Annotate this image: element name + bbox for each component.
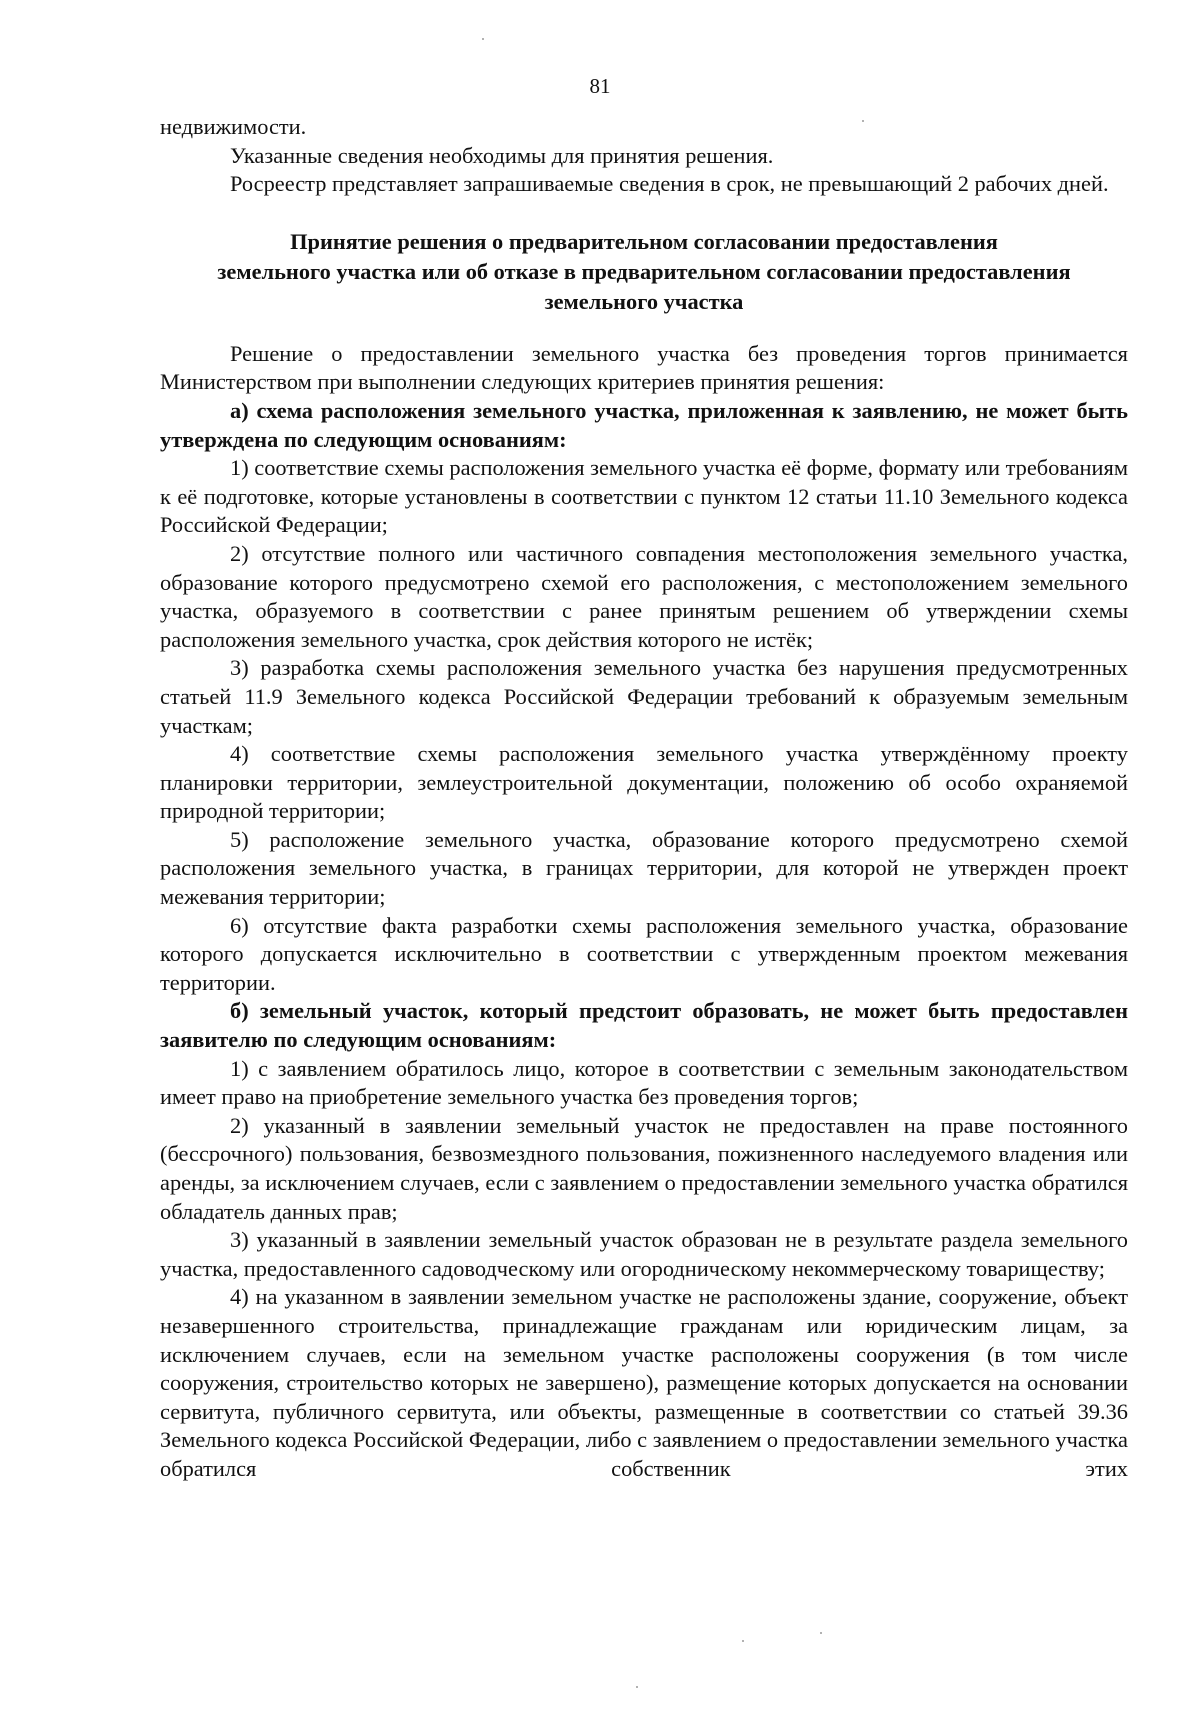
section-heading <box>160 227 1128 317</box>
heading-line: земельного участка или об отказе в предварительном согласовании предоставления <box>217 258 1071 284</box>
scan-speck <box>820 1632 822 1634</box>
section-a-item: 2) отсутствие полного или частичного совпадения местоположения земельного участка, образование которого предусмотрено схемой его расположения, с местоположением земельного участка, образуемого в соответствии с ранее принятым решением об утверждении схемы расположения земельного участка, срок действия которого не истёк; <box>160 540 1128 652</box>
section-a-item: 1) соответствие схемы расположения земельного участка её форме, формату или требованиям к её подготовке, которые установлены в соответствии с пунктом 12 статьи 11.10 Земельного кодекса Российской Федерации; <box>160 455 1128 538</box>
decision-paragraph: Решение о предоставлении земельного участка без проведения торгов принимается Министерством при выполнении следующих критериев принятия решения: <box>160 340 1128 395</box>
scan-speck <box>862 120 864 122</box>
section-a-item: 4) соответствие схемы расположения земельного участка утверждённому проекту планировки территории, землеустроительной документации, положению об особо охраняемой природной территории; <box>160 741 1128 824</box>
section-b-item: 1) с заявлением обратилось лицо, которое в соответствии с земельным законодательством имеет право на приобретение земельного участка без проведения торгов; <box>160 1055 1128 1110</box>
section-b-item: 3) указанный в заявлении земельный участок образован не в результате раздела земельного участка, предоставленного садоводческому или огородническому некоммерческому товариществу; <box>160 1227 1128 1281</box>
intro-line: недвижимости. <box>160 114 307 139</box>
heading-line: земельного участка <box>544 288 744 314</box>
section-a-item: 5) расположение земельного участка, образование которого предусмотрено схемой расположения земельного участка, в границах территории, для которой не утвержден проект межевания территории; <box>160 826 1128 910</box>
section-a-item: 6) отсутствие факта разработки схемы расположения земельного участка, образование которого допускается исключительно в соответствии с утвержденным проектом межевания территории. <box>160 912 1128 995</box>
section-a-title: а) схема расположения земельного участка, приложенная к заявлению, не может быть утверждена по следующим основаниям: <box>160 397 1128 452</box>
section-b-title: б) земельный участок, который предстоит образовать, не может быть предоставлен заявителю по следующим основаниям: <box>160 998 1128 1053</box>
section-b-item: 2) указанный в заявлении земельный участок не предоставлен на праве постоянного (бессрочного) пользования, безвозмездного пользования, пожизненного наследуемого владения или аренды, за исключением случаев, если с заявлением о предоставлении земельного участка обратился обладатель данных прав; <box>160 1112 1128 1224</box>
heading-line: Принятие решения о предварительном согласовании предоставления <box>290 228 998 254</box>
scan-speck <box>742 1640 744 1642</box>
section-a-item: 3) разработка схемы расположения земельного участка без нарушения предусмотренных статьей 11.9 Земельного кодекса Российской Федерации требований к образуемым земельным участкам; <box>160 655 1128 738</box>
scan-speck <box>636 1686 638 1688</box>
intro-paragraph: Росреестр представляет запрашиваемые сведения в срок, не превышающий 2 рабочих дней. <box>230 171 1109 197</box>
section-b-item: 4) на указанном в заявлении земельном участке не расположены здание, сооружение, объект незавершенного строительства, принадлежащие гражданам или юридическим лицам, за исключением случаев, если на земельном участке расположены сооружения (в том числе сооружения, строительство которых не завершено), размещение которых допускается на основании сервитута, публичного сервитута, или объекты, размещенные в соответствии со статьей 39.36 Земельного кодекса Российской Федерации, либо с заявлением о предоставлении земельного участка обратился собственник этих <box>160 1284 1128 1481</box>
document-body <box>160 113 1128 1484</box>
page-number: 81 <box>589 74 611 98</box>
intro-paragraph: Указанные сведения необходимы для принятия решения. <box>230 142 774 168</box>
scan-speck <box>482 38 484 40</box>
